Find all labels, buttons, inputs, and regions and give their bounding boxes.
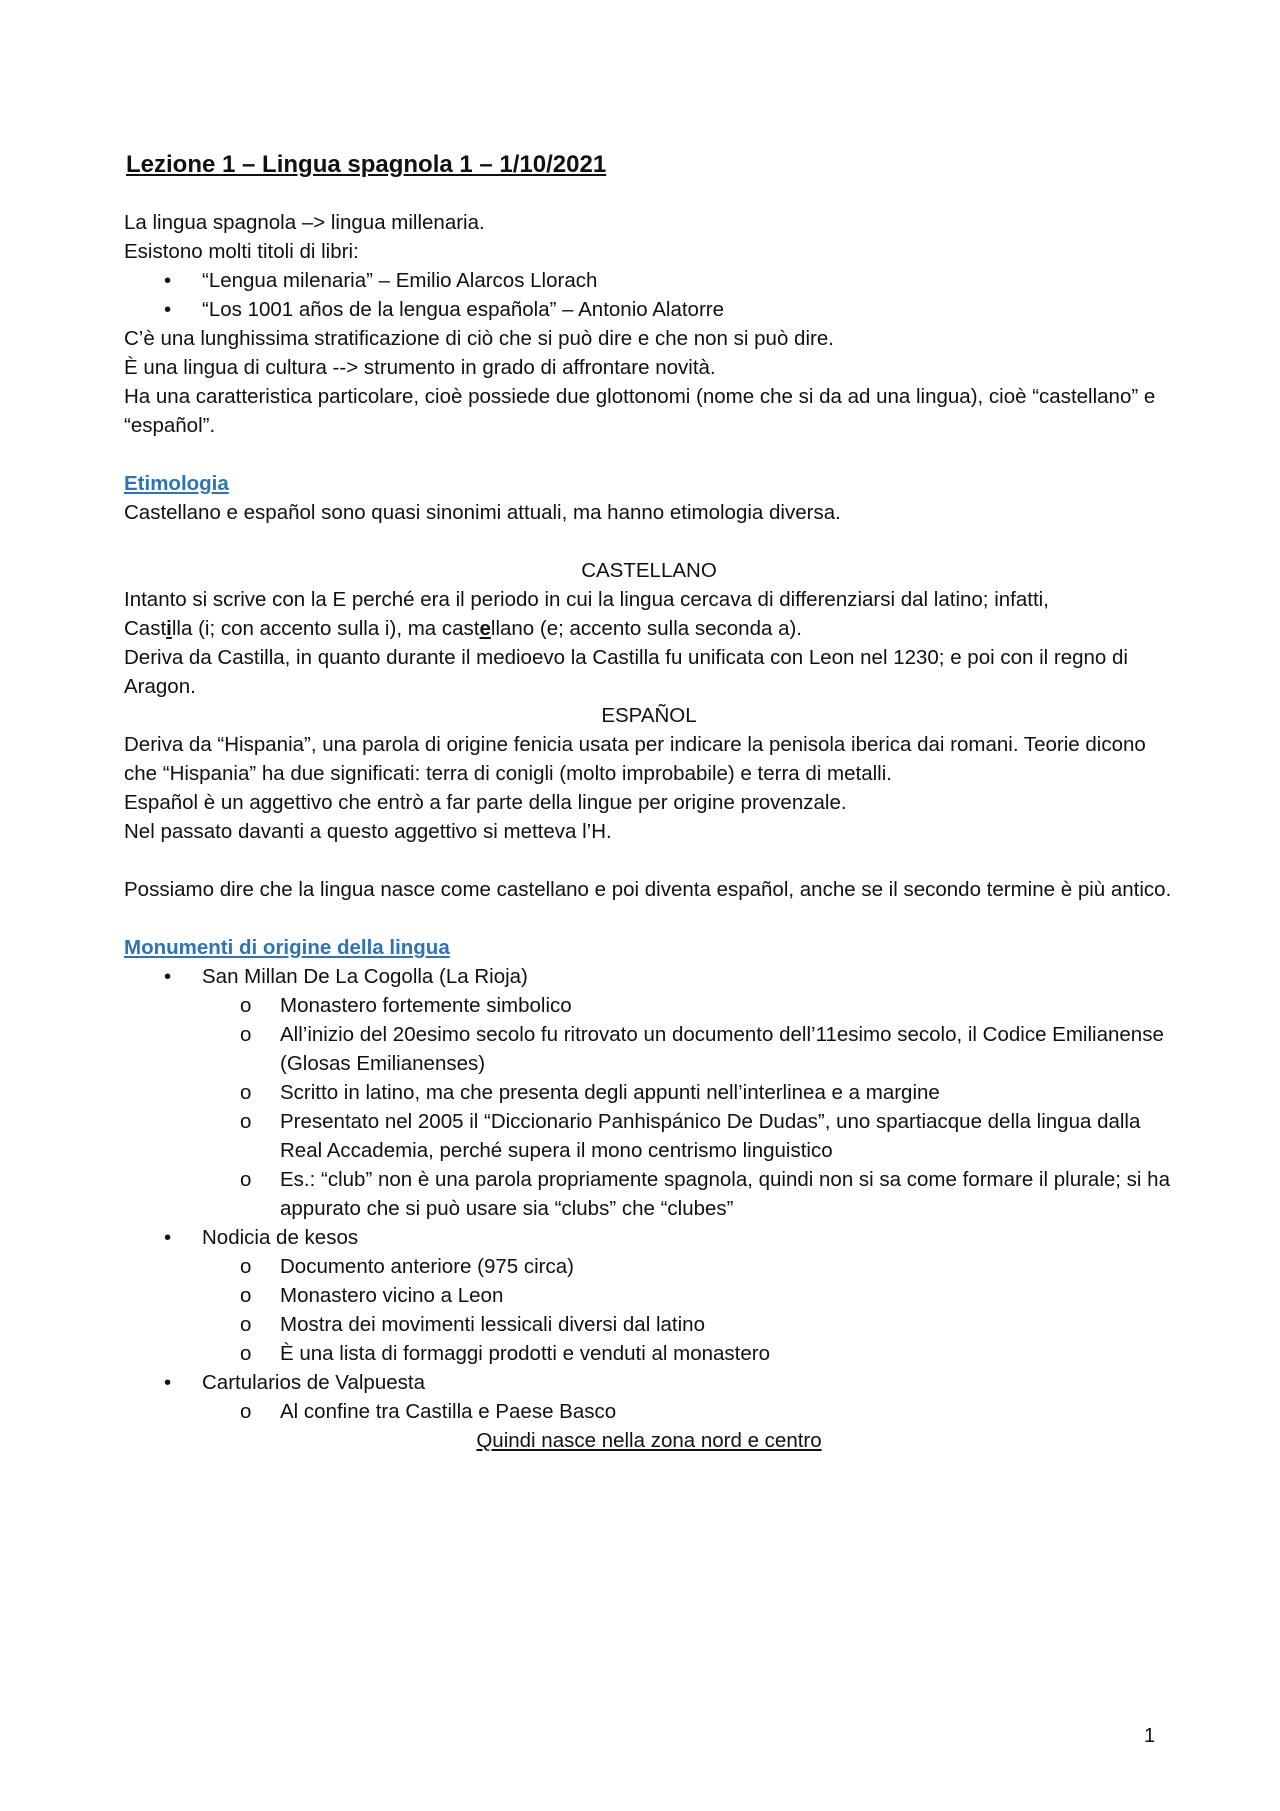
list-item-label: Nodicia de kesos xyxy=(202,1226,359,1249)
sub-list-item: o Presentato nel 2005 il “Diccionario Panhispánico De Dudas”, uno spartiacque della lingua dalla Real Accademia, perché supera il mono centrismo linguistico xyxy=(202,1107,1174,1165)
castellano-heading: CASTELLANO xyxy=(581,559,717,582)
page-content xyxy=(124,150,1174,1455)
sub-list-item: o Mostra dei movimenti lessicali diversi dal latino xyxy=(202,1310,1174,1339)
etimologia-conclusion: Possiamo dire che la lingua nasce come castellano e poi diventa español, anche se il secondo termine è più antico. xyxy=(124,878,1172,901)
list-item xyxy=(124,1223,1174,1368)
monumenti-list xyxy=(124,962,1174,1426)
list-item-label: San Millan De La Cogolla (La Rioja) xyxy=(202,965,528,988)
page-title: Lezione 1 – Lingua spagnola 1 – 1/10/2021 xyxy=(126,151,607,178)
list-item: • “Lengua milenaria” – Emilio Alarcos Llorach xyxy=(124,266,1174,295)
sub-list-item: o Scritto in latino, ma che presenta degli appunti nell’interlinea e a margine xyxy=(202,1078,1174,1107)
espanol-paragraph-2: Español è un aggettivo che entrò a far parte della lingue per origine provenzale. xyxy=(124,791,847,814)
intro-line-5: Ha una caratteristica particolare, cioè possiede due glottonomi (nome che si da ad una lingua), cioè “castellano” e “español”. xyxy=(124,385,1156,437)
monumenti-conclusion: Quindi nasce nella zona nord e centro xyxy=(476,1429,822,1452)
sub-list xyxy=(202,1397,1174,1426)
list-item-label: Cartularios de Valpuesta xyxy=(202,1371,425,1394)
list-item xyxy=(124,962,1174,1223)
sub-list-item: o Al confine tra Castilla e Paese Basco xyxy=(202,1397,1174,1426)
sub-list xyxy=(202,1252,1174,1368)
section-heading-etimologia: Etimologia xyxy=(124,472,229,495)
page-number: 1 xyxy=(1144,1725,1156,1747)
list-item: • “Los 1001 años de la lengua española” – Antonio Alatorre xyxy=(124,295,1174,324)
book-list xyxy=(124,266,1174,324)
sub-list xyxy=(202,991,1174,1223)
intro-line-1: La lingua spagnola –> lingua millenaria. xyxy=(124,211,485,234)
emphasized-letter: e xyxy=(479,617,491,640)
castellano-paragraph-1: Intanto si scrive con la E perché era il periodo in cui la lingua cercava di differenziarsi dal latino; infatti, xyxy=(124,588,1049,611)
etimologia-line-1: Castellano e español sono quasi sinonimi attuali, ma hanno etimologia diversa. xyxy=(124,501,841,524)
espanol-paragraph-3: Nel passato davanti a questo aggettivo si metteva l’H. xyxy=(124,820,612,843)
espanol-paragraph-1: Deriva da “Hispania”, una parola di origine fenicia usata per indicare la penisola iberica dai romani. Teorie dicono che “Hispania” ha due significati: terra di conigli (molto improbabile) e terra di metalli. xyxy=(124,733,1146,785)
intro-line-3: C’è una lunghissima stratificazione di ciò che si può dire e che non si può dire. xyxy=(124,327,834,350)
espanol-heading: ESPAÑOL xyxy=(601,704,697,727)
sub-list-item: o Documento anteriore (975 circa) xyxy=(202,1252,1174,1281)
sub-list-item: o È una lista di formaggi prodotti e venduti al monastero xyxy=(202,1339,1174,1368)
castellano-paragraph-2: Castilla (i; con accento sulla i), ma castellano (e; accento sulla seconda a). xyxy=(124,617,802,640)
sub-list-item: o Es.: “club” non è una parola propriamente spagnola, quindi non si sa come formare il plurale; si ha appurato che si può usare sia “clubs” che “clubes” xyxy=(202,1165,1174,1223)
intro-line-4: È una lingua di cultura --> strumento in grado di affrontare novità. xyxy=(124,356,716,379)
sub-list-item: o Monastero fortemente simbolico xyxy=(202,991,1174,1020)
sub-list-item: o Monastero vicino a Leon xyxy=(202,1281,1174,1310)
sub-list-item: o All’inizio del 20esimo secolo fu ritrovato un documento dell’11esimo secolo, il Codice Emilianense (Glosas Emilianenses) xyxy=(202,1020,1174,1078)
list-item xyxy=(124,1368,1174,1426)
intro-line-2: Esistono molti titoli di libri: xyxy=(124,240,359,263)
castellano-paragraph-3: Deriva da Castilla, in quanto durante il medioevo la Castilla fu unificata con Leon nel 1230; e poi con il regno di Aragon. xyxy=(124,646,1128,698)
section-heading-monumenti: Monumenti di origine della lingua xyxy=(124,936,450,959)
emphasized-letter: i xyxy=(166,617,172,640)
